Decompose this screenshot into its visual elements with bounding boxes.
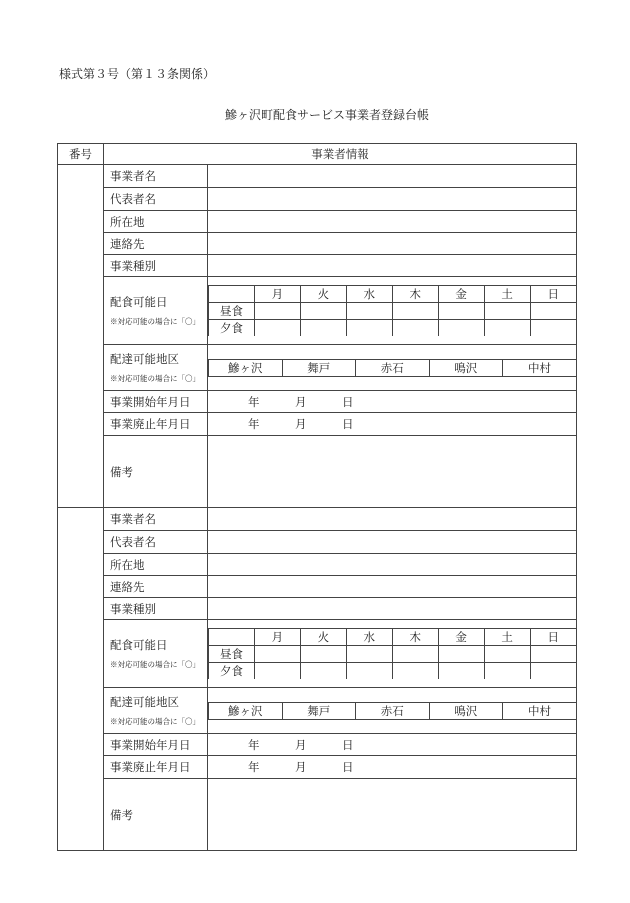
area-header: 赤石 bbox=[356, 702, 430, 719]
row-delivery-days bbox=[58, 277, 577, 345]
day-header: 水 bbox=[346, 286, 392, 303]
header-number: 番号 bbox=[58, 144, 104, 165]
label-representative bbox=[104, 188, 208, 211]
day-header: 金 bbox=[438, 286, 484, 303]
day-header: 火 bbox=[300, 286, 346, 303]
day-checkbox-cell[interactable] bbox=[530, 303, 576, 320]
value-cell[interactable] bbox=[208, 211, 577, 233]
date-unit: 年 bbox=[248, 394, 260, 409]
label-text: 代表者名 bbox=[110, 535, 156, 549]
day-header: 水 bbox=[346, 629, 392, 646]
row-contact bbox=[58, 576, 577, 598]
label-text: 事業種別 bbox=[110, 601, 156, 616]
label-text: 所在地 bbox=[110, 214, 145, 229]
day-checkbox-cell[interactable] bbox=[346, 303, 392, 320]
area-header: 舞戸 bbox=[282, 702, 356, 719]
day-header: 土 bbox=[484, 286, 530, 303]
days-grid bbox=[208, 285, 576, 336]
label-text: 事業開始年月日 bbox=[110, 394, 191, 409]
value-cell[interactable] bbox=[208, 436, 577, 508]
day-checkbox-cell[interactable] bbox=[484, 320, 530, 337]
day-checkbox-cell[interactable] bbox=[392, 663, 438, 680]
label-delivery-days bbox=[104, 277, 208, 345]
value-cell[interactable] bbox=[208, 531, 577, 554]
label-text: 配達可能地区 bbox=[110, 695, 179, 709]
label-business-type bbox=[104, 255, 208, 277]
day-checkbox-cell[interactable] bbox=[254, 663, 300, 680]
area-checkbox-cell[interactable] bbox=[356, 376, 430, 377]
areas-grid bbox=[208, 359, 576, 377]
label-text: 配食可能日 bbox=[110, 295, 168, 309]
day-checkbox-cell[interactable] bbox=[484, 303, 530, 320]
day-checkbox-cell[interactable] bbox=[300, 663, 346, 680]
label-text: 事業廃止年月日 bbox=[110, 760, 191, 774]
row-delivery-areas bbox=[58, 345, 577, 391]
note-text: ※対応可能の場合に「〇」 bbox=[110, 374, 200, 383]
areas-grid bbox=[208, 702, 576, 720]
area-header: 舞戸 bbox=[282, 359, 356, 376]
day-checkbox-cell[interactable] bbox=[300, 320, 346, 337]
area-checkbox-cell[interactable] bbox=[282, 376, 356, 377]
day-checkbox-cell[interactable] bbox=[484, 646, 530, 663]
row-remarks bbox=[58, 779, 577, 851]
label-text: 事業種別 bbox=[110, 258, 156, 273]
row-representative bbox=[58, 531, 577, 554]
corner-cell bbox=[209, 286, 255, 303]
label-text: 配達可能地区 bbox=[110, 352, 179, 366]
meal-label: 昼食 bbox=[209, 646, 255, 663]
day-checkbox-cell[interactable] bbox=[392, 320, 438, 337]
day-header: 木 bbox=[392, 629, 438, 646]
meal-label: 昼食 bbox=[209, 303, 255, 320]
label-end-date bbox=[104, 756, 208, 779]
date-unit: 日 bbox=[342, 760, 354, 774]
days-grid bbox=[208, 628, 576, 679]
value-cell[interactable] bbox=[208, 779, 577, 851]
area-checkbox-cell[interactable] bbox=[503, 719, 577, 720]
label-start-date bbox=[104, 734, 208, 756]
day-checkbox-cell[interactable] bbox=[530, 646, 576, 663]
day-checkbox-cell[interactable] bbox=[346, 646, 392, 663]
value-cell[interactable] bbox=[208, 345, 577, 391]
area-header: 中村 bbox=[503, 702, 577, 719]
value-cell[interactable] bbox=[208, 576, 577, 598]
day-checkbox-cell[interactable] bbox=[438, 320, 484, 337]
label-representative bbox=[104, 531, 208, 554]
value-cell[interactable] bbox=[208, 391, 577, 413]
label-business-type bbox=[104, 598, 208, 620]
area-checkbox-cell[interactable] bbox=[356, 719, 430, 720]
date-unit: 年 bbox=[248, 760, 260, 774]
label-text: 代表者名 bbox=[110, 192, 156, 206]
row-delivery-areas bbox=[58, 688, 577, 734]
area-checkbox-cell[interactable] bbox=[209, 376, 283, 377]
day-header: 火 bbox=[300, 629, 346, 646]
note-text: ※対応可能の場合に「〇」 bbox=[110, 660, 200, 669]
row-start-date bbox=[58, 734, 577, 756]
date-unit: 日 bbox=[342, 737, 354, 752]
area-checkbox-cell[interactable] bbox=[429, 376, 503, 377]
row-representative bbox=[58, 188, 577, 211]
label-end-date bbox=[104, 413, 208, 436]
label-text: 連絡先 bbox=[110, 236, 145, 251]
date-unit: 年 bbox=[248, 737, 260, 752]
label-delivery-days bbox=[104, 620, 208, 688]
meal-label: 夕食 bbox=[209, 320, 255, 337]
date-unit: 月 bbox=[295, 760, 307, 774]
value-cell[interactable] bbox=[208, 255, 577, 277]
day-checkbox-cell[interactable] bbox=[254, 303, 300, 320]
area-header: 中村 bbox=[503, 359, 577, 376]
label-contact bbox=[104, 576, 208, 598]
day-checkbox-cell[interactable] bbox=[530, 320, 576, 337]
day-header: 月 bbox=[254, 286, 300, 303]
label-address bbox=[104, 554, 208, 576]
label-name bbox=[104, 165, 208, 188]
day-checkbox-cell[interactable] bbox=[346, 320, 392, 337]
day-checkbox-cell[interactable] bbox=[254, 320, 300, 337]
row-name bbox=[58, 508, 577, 531]
value-cell[interactable] bbox=[208, 165, 577, 188]
day-checkbox-cell[interactable] bbox=[438, 646, 484, 663]
number-cell[interactable] bbox=[58, 165, 104, 508]
area-header: 鳴沢 bbox=[429, 702, 503, 719]
day-checkbox-cell[interactable] bbox=[392, 646, 438, 663]
label-text: 事業者名 bbox=[110, 169, 156, 183]
note-text: ※対応可能の場合に「〇」 bbox=[110, 317, 200, 326]
label-text: 備考 bbox=[110, 807, 133, 822]
date-unit: 月 bbox=[295, 394, 307, 409]
value-cell[interactable] bbox=[208, 233, 577, 255]
day-header: 月 bbox=[254, 629, 300, 646]
day-checkbox-cell[interactable] bbox=[300, 303, 346, 320]
value-cell[interactable] bbox=[208, 598, 577, 620]
form-number: 様式第３号（第１３条関係） bbox=[59, 67, 216, 81]
label-text: 事業廃止年月日 bbox=[110, 417, 191, 431]
row-end-date bbox=[58, 756, 577, 779]
value-cell[interactable] bbox=[208, 188, 577, 211]
label-delivery-areas bbox=[104, 688, 208, 734]
date-unit: 日 bbox=[342, 417, 354, 431]
label-remarks bbox=[104, 779, 208, 851]
label-delivery-areas bbox=[104, 345, 208, 391]
area-header: 鳴沢 bbox=[429, 359, 503, 376]
label-text: 配食可能日 bbox=[110, 638, 168, 652]
label-address bbox=[104, 211, 208, 233]
label-remarks bbox=[104, 436, 208, 508]
label-text: 事業開始年月日 bbox=[110, 737, 191, 752]
day-checkbox-cell[interactable] bbox=[530, 663, 576, 680]
day-checkbox-cell[interactable] bbox=[346, 663, 392, 680]
row-end-date bbox=[58, 413, 577, 436]
area-checkbox-cell[interactable] bbox=[282, 719, 356, 720]
row-business-type bbox=[58, 598, 577, 620]
row-delivery-days bbox=[58, 620, 577, 688]
label-contact bbox=[104, 233, 208, 255]
row-name bbox=[58, 165, 577, 188]
corner-cell bbox=[209, 629, 255, 646]
day-checkbox-cell[interactable] bbox=[254, 646, 300, 663]
day-checkbox-cell[interactable] bbox=[438, 303, 484, 320]
label-text: 備考 bbox=[110, 464, 133, 479]
date-unit: 年 bbox=[248, 417, 260, 431]
header-info: 事業者情報 bbox=[104, 144, 577, 165]
date-unit: 月 bbox=[295, 737, 307, 752]
row-start-date bbox=[58, 391, 577, 413]
value-cell[interactable] bbox=[208, 554, 577, 576]
day-checkbox-cell[interactable] bbox=[484, 663, 530, 680]
area-header: 鰺ヶ沢 bbox=[209, 359, 283, 376]
value-cell[interactable] bbox=[208, 413, 577, 436]
day-header: 土 bbox=[484, 629, 530, 646]
label-name bbox=[104, 508, 208, 531]
value-cell[interactable] bbox=[208, 688, 577, 734]
label-start-date bbox=[104, 391, 208, 413]
registry-table bbox=[57, 143, 577, 851]
day-header: 金 bbox=[438, 629, 484, 646]
date-unit: 月 bbox=[295, 417, 307, 431]
row-remarks bbox=[58, 436, 577, 508]
meal-label: 夕食 bbox=[209, 663, 255, 680]
label-text: 所在地 bbox=[110, 557, 145, 572]
area-checkbox-cell[interactable] bbox=[429, 719, 503, 720]
value-cell[interactable] bbox=[208, 756, 577, 779]
day-checkbox-cell[interactable] bbox=[438, 663, 484, 680]
day-checkbox-cell[interactable] bbox=[392, 303, 438, 320]
value-cell[interactable] bbox=[208, 508, 577, 531]
day-checkbox-cell[interactable] bbox=[300, 646, 346, 663]
number-cell[interactable] bbox=[58, 508, 104, 851]
row-contact bbox=[58, 233, 577, 255]
row-address bbox=[58, 554, 577, 576]
day-header: 木 bbox=[392, 286, 438, 303]
note-text: ※対応可能の場合に「〇」 bbox=[110, 717, 200, 726]
area-header: 赤石 bbox=[356, 359, 430, 376]
document-title: 鰺ヶ沢町配食サービス事業者登録台帳 bbox=[225, 108, 430, 122]
row-business-type bbox=[58, 255, 577, 277]
area-header: 鰺ヶ沢 bbox=[209, 702, 283, 719]
label-text: 事業者名 bbox=[110, 512, 156, 526]
label-text: 連絡先 bbox=[110, 579, 145, 594]
value-cell[interactable] bbox=[208, 734, 577, 756]
area-checkbox-cell[interactable] bbox=[209, 719, 283, 720]
day-header: 日 bbox=[530, 286, 576, 303]
area-checkbox-cell[interactable] bbox=[503, 376, 577, 377]
value-cell[interactable] bbox=[208, 277, 577, 345]
day-header: 日 bbox=[530, 629, 576, 646]
date-unit: 日 bbox=[342, 394, 354, 409]
row-address bbox=[58, 211, 577, 233]
value-cell[interactable] bbox=[208, 620, 577, 688]
